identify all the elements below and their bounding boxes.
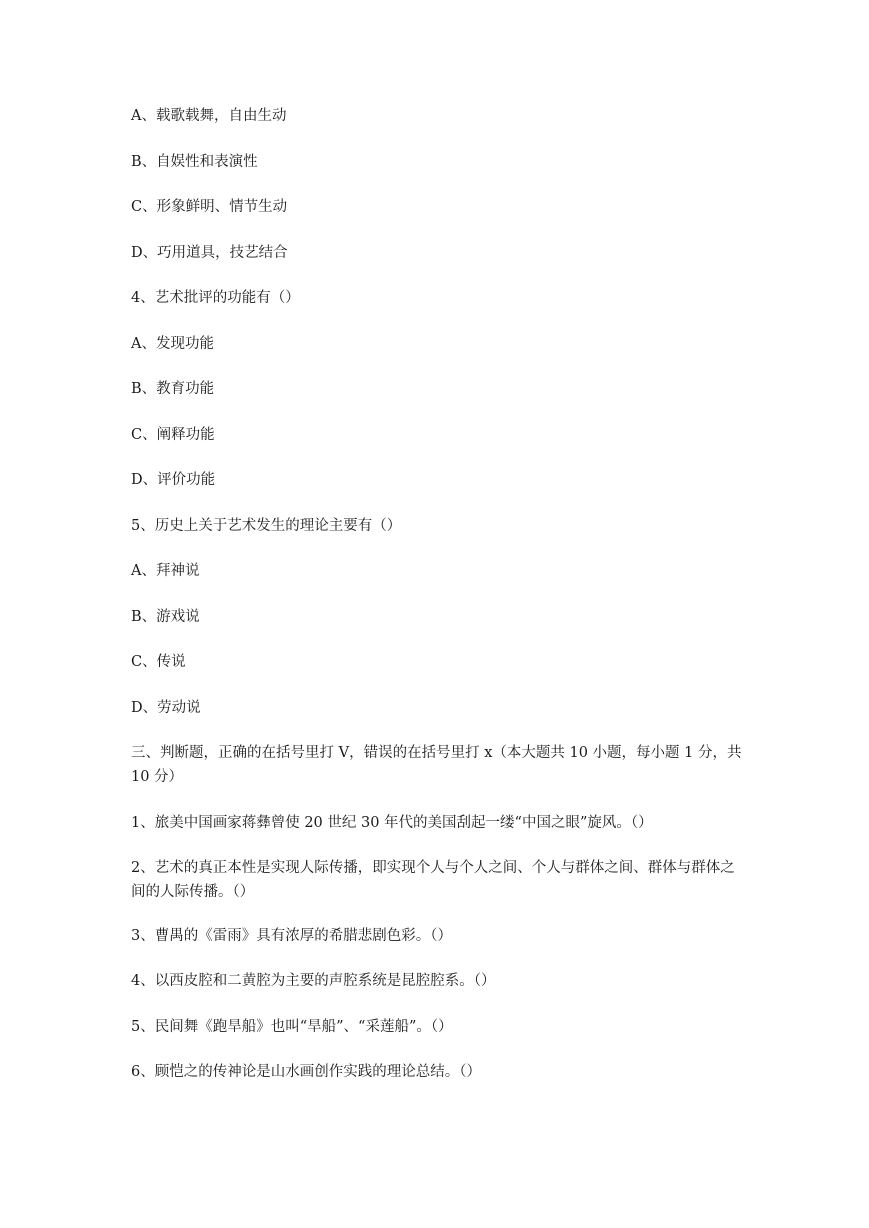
judgement-item-4: 4、以西皮腔和二黄腔为主要的声腔系统是昆腔腔系。（）: [131, 973, 496, 989]
q5-option-c: C、传说: [131, 654, 186, 670]
q5-stem: 5、历史上关于艺术发生的理论主要有（）: [131, 518, 402, 534]
q3-option-a: A、载歌载舞，自由生动: [131, 108, 287, 124]
q4-option-b: B、教育功能: [131, 381, 215, 397]
q4-option-d: D、评价功能: [131, 472, 216, 488]
q4-stem: 4、艺术批评的功能有（）: [131, 290, 300, 306]
judgement-item-1: 1、旅美中国画家蒋彝曾使 20 世纪 30 年代的美国刮起一缕“中国之眼”旋风。（）: [131, 815, 653, 831]
judgement-item-6: 6、顾恺之的传神论是山水画创作实践的理论总结。（）: [131, 1064, 481, 1080]
q5-option-a: A、拜神说: [131, 563, 200, 579]
judgement-item-2: 2、艺术的真正本性是实现人际传播，即实现个人与个人之间、个人与群体之间、群体与群体之间的人际传播。（）: [131, 860, 735, 900]
q3-option-c: C、形象鲜明、情节生动: [131, 199, 288, 215]
q3-option-d: D、巧用道具，技艺结合: [131, 245, 288, 261]
q4-option-c: C、阐释功能: [131, 427, 215, 443]
q3-option-b: B、自娱性和表演性: [131, 154, 258, 170]
q4-option-a: A、发现功能: [131, 336, 214, 352]
judgement-item-3: 3、曹禺的《雷雨》具有浓厚的希腊悲剧色彩。（）: [131, 928, 452, 944]
section-3-heading: 三、判断题，正确的在括号里打 V，错误的在括号里打 x（本大题共 10 小题，每小题 1 分，共 10 分）: [131, 745, 742, 785]
q5-option-d: D、劳动说: [131, 700, 201, 716]
q5-option-b: B、游戏说: [131, 609, 200, 625]
judgement-item-5: 5、民间舞《跑旱船》也叫“旱船”、“采莲船”。（）: [131, 1019, 453, 1035]
